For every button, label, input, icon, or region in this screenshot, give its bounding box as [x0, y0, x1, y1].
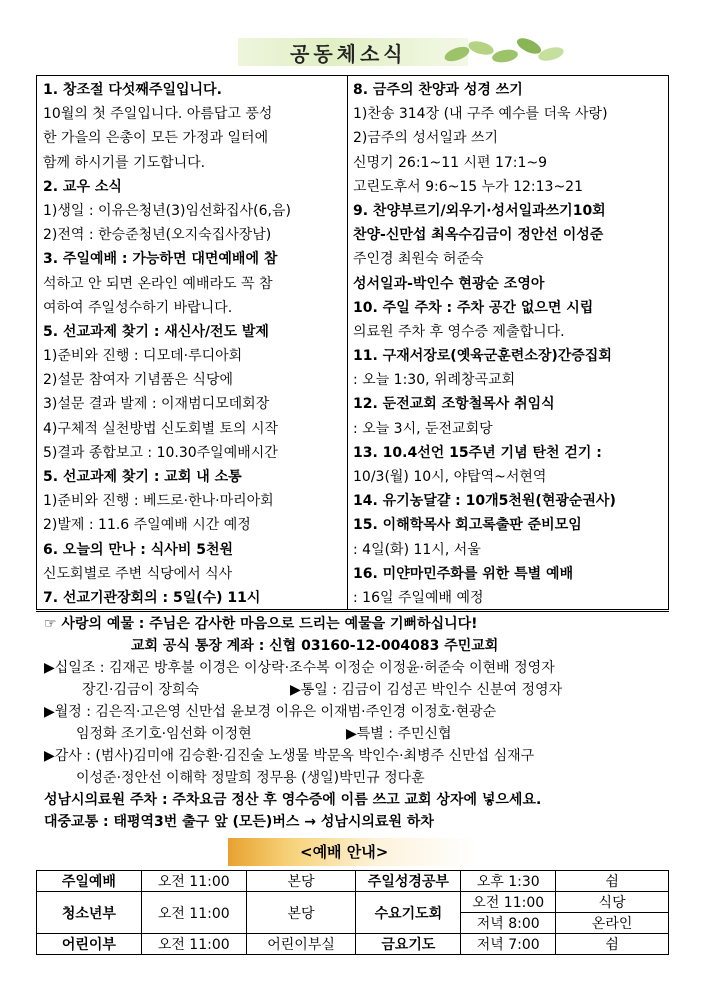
offering-notice: ☞ 사랑의 예물 : 주님은 감사한 마음으로 드리는 예물을 기뻐하십니다! [44, 616, 478, 632]
table-cell: 주일성경공부 [356, 871, 461, 892]
news-line: 2)전역 : 한승준청년(오지숙집사장남) [43, 227, 272, 244]
news-line: 신도회별로 주변 식당에서 식사 [43, 565, 233, 582]
news-line: 3)설문 결과 발제 : 이재범디모데회장 [43, 396, 270, 413]
news-line: 여하여 주일성수하기 바랍니다. [43, 299, 233, 316]
table-cell: 저녁 8:00 [461, 913, 556, 934]
news-line: 2. 교우 소식 [43, 178, 122, 195]
news-line: 한 가을의 은총이 모든 가정과 일터에 [43, 130, 269, 147]
table-cell: 본당 [246, 892, 356, 934]
table-cell: 오전 11:00 [141, 892, 246, 934]
news-line: 4)구체적 실천방법 신도회별 토의 시작 [43, 420, 279, 437]
tithe-list: ▶십일조 : 김재곤 방후불 이경은 이상락·조수복 이정순 이정윤·허준숙 이현배 정영자 [44, 660, 555, 676]
news-line: 14. 유기농달걀 : 10개5천원(현광순권사) [353, 493, 616, 510]
news-line: 2)발제 : 11.6 주일예배 시간 예정 [43, 517, 251, 534]
table-row [37, 934, 669, 955]
news-line: 9. 찬양부르기/외우기·성서일과쓰기10회 [353, 202, 606, 219]
news-line: 2)금주의 성서일과 쓰기 [353, 130, 498, 147]
news-line: 3. 주일예배 : 가능하면 대면예배에 참 [43, 251, 278, 268]
table-row [37, 871, 669, 892]
table-cell: 수요기도회 [356, 892, 461, 934]
news-line: 석하고 안 되면 온라인 예배라도 꼭 참 [43, 275, 273, 292]
news-line: 16. 미얀마민주화를 위한 특별 예배 [353, 565, 574, 582]
news-line: 5. 선교과제 찾기 : 교회 내 소통 [43, 469, 242, 485]
table-cell: 오후 1:30 [461, 871, 556, 892]
news-line: 10월의 첫 주일입니다. 아름답고 풍성 [43, 106, 273, 123]
table-cell: 저녁 7:00 [461, 934, 556, 955]
offering-section [36, 612, 669, 830]
left-column [43, 78, 345, 610]
news-line: 고린도후서 9:6~15 누가 12:13~21 [353, 178, 583, 195]
monthly-list-cont: 임정화 조기호·임선화 이정현 [76, 726, 252, 742]
monthly-list: ▶월정 : 김은직·고은영 신만섭 윤보경 이유은 이재범·주인경 이정호·현광순 [44, 704, 497, 720]
table-cell: 어린이부실 [246, 934, 356, 955]
table-row [37, 892, 669, 913]
news-line: : 오늘 1:30, 위례창곡교회 [353, 372, 516, 389]
header [238, 30, 468, 68]
news-line: : 16일 주일예배 예정 [353, 589, 484, 606]
column-divider [347, 76, 348, 609]
news-line: 10/3(월) 10시, 야탑역~서현역 [353, 469, 547, 485]
news-line: 1. 창조절 다섯째주일입니다. [43, 82, 222, 98]
news-line: 성서일과-박인수 현광순 조영아 [353, 275, 545, 292]
special-list: ▶특별 : 주민신협 [346, 726, 452, 742]
news-line: 10. 주일 주차 : 주차 공간 없으면 시립 [353, 299, 594, 316]
table-cell: 어린이부 [37, 934, 142, 955]
news-box [36, 75, 669, 610]
table-cell: 청소년부 [37, 892, 142, 934]
worship-schedule-table [36, 870, 669, 955]
news-line: : 4일(화) 11시, 서울 [353, 541, 481, 558]
news-line: 8. 금주의 찬양과 성경 쓰기 [353, 82, 523, 98]
news-line: 7. 선교기관장회의 : 5일(수) 11시 [43, 589, 261, 606]
news-line: 15. 이해학목사 회고록출판 준비모임 [353, 517, 582, 534]
thanks-list: ▶감사 : (범사)김미애 김승환·김진술 노생물 박문옥 박인수·최병주 신만섭 심재구 [44, 748, 535, 764]
news-line: 함께 하시기를 기도합니다. [43, 154, 206, 171]
news-line: 1)생일 : 이유은청년(3)임선화집사(6,음) [43, 202, 291, 219]
table-cell: 오전 11:00 [141, 871, 246, 892]
table-cell: 오전 11:00 [141, 934, 246, 955]
news-line: 6. 오늘의 만나 : 식사비 5천원 [43, 541, 234, 558]
news-line: 5. 선교과제 찾기 : 새신사/전도 발제 [43, 323, 269, 340]
news-line: : 오늘 3시, 둔전교회당 [353, 420, 493, 437]
news-line: 주인경 최원숙 허준숙 [353, 251, 484, 268]
unification-list: ▶통일 : 김금이 김성곤 박인수 신분여 정영자 [290, 682, 563, 698]
page-title: 공동체소식 [290, 42, 407, 66]
news-line: 11. 구재서장로(옛육군훈련소장)간증집회 [353, 348, 612, 365]
table-cell: 오전 11:00 [461, 892, 556, 913]
news-line: 12. 둔전교회 조항철목사 취임식 [353, 396, 555, 413]
news-line: 1)준비와 진행 : 베드로·한나·마리아회 [43, 493, 274, 510]
table-cell: 쉼 [556, 871, 669, 892]
news-line: 1)찬송 314장 (내 구주 예수를 더욱 사랑) [353, 106, 608, 123]
thanks-list-cont: 이성준·정안선 이해학 정말희 정무용 (생일)박민규 정다훈 [76, 770, 425, 786]
table-cell: 온라인 [556, 913, 669, 934]
news-line: 신명기 26:1~11 시편 17:1~9 [353, 154, 548, 171]
transit-notice: 대중교통 : 태평역3번 출구 앞 (모든)버스 → 성남시의료원 하차 [44, 814, 434, 830]
bank-account: 교회 공식 통장 계좌 : 신협 03160-12-004083 주민교회 [131, 638, 499, 654]
news-line: 13. 10.4선언 15주년 기념 탄천 걷기 : [353, 444, 602, 461]
table-cell: 주일예배 [37, 871, 142, 892]
tithe-list-cont: 장긴·김금이 장희숙 [82, 682, 200, 698]
news-line: 의료원 주차 후 영수증 제출합니다. [353, 323, 565, 340]
table-cell: 식당 [556, 892, 669, 913]
leaf-decoration-icon [440, 34, 580, 68]
news-line: 1)준비와 진행 : 디모데·루디아회 [43, 348, 243, 365]
worship-title: <예배 안내> [300, 843, 389, 861]
news-line: 5)결과 종합보고 : 10.30주일예배시간 [43, 444, 278, 461]
table-cell: 본당 [246, 871, 356, 892]
table-cell: 쉼 [556, 934, 669, 955]
parking-notice: 성남시의료원 주차 : 주차요금 정산 후 영수증에 이름 쓰고 교회 상자에 넣으세요. [44, 792, 542, 808]
news-line: 찬양-신만섭 최옥수김금이 정안선 이성준 [353, 227, 604, 244]
right-column [353, 78, 663, 610]
news-line: 2)설문 참여자 기념품은 식당에 [43, 372, 234, 389]
table-cell: 금요기도 [356, 934, 461, 955]
